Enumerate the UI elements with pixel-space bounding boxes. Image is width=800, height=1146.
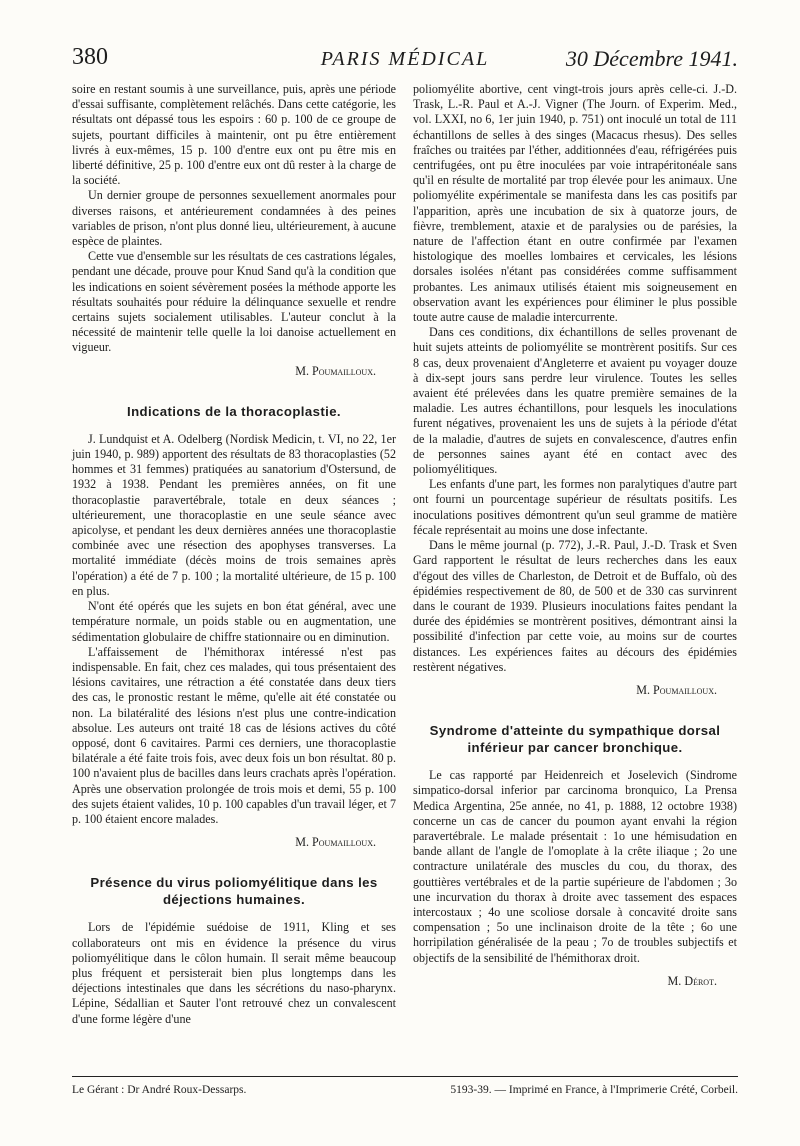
journal-title: PARIS MÉDICAL [320,48,490,70]
section-title: Syndrome d'atteinte du sympathique dorsal inférieur par cancer bronchique. [429,723,721,756]
paragraph: Les enfants d'une part, les formes non paralytiques d'autre part ont fourni un pourcentage supérieur de résultats positifs. Les inoculations positives démontrent qu'un seul gramme de matière fécale représentait au moins une dose infectante. [413,477,737,537]
issue-date: 30 Décembre 1941. [565,46,738,71]
page-number: 380 [72,44,108,70]
footer-divider [72,1076,738,1077]
author-signature: M. Poumailloux. [295,363,376,378]
paragraph: Dans ces conditions, dix échantillons de selles provenant de huit sujets atteints de poliomyélite se montrèrent positifs. Sur ces 8 cas, deux provenaient d'Angleterre et avaient pu voyager douze à dix-sept jours sans perdre leur virulence. Toutes les selles avaient été prélevées dans les quatre première semaines de la maladie. Les autres échantillons, pour lesquels les inoculations furent négatives, provenaient les uns de sujets à la période d'état de la maladie, d'autres de sujets en convalescence, d'autres enfin de personnes saines ayant été en contact avec des poliomyélitiques. [413,325,737,477]
paragraph: Le cas rapporté par Heidenreich et Joselevich (Sindrome simpatico-dorsal inferior par carcinoma bronquico, La Prensa Medica Argentina, 25e année, no 41, p. 1888, 12 octobre 1938) concerne un cas de cancer du poumon ayant envahi la région paravertébrale. Le malade présentait : 1o une hémisudation en bande allant de l'angle de l'omoplate à la crête iliaque ; 2o une contracture unilatérale des muscles du cou, du thorax, des gouttières vertébrales et de la partie supérieure de l'abdomen ; 3o une incurvation du thorax à droite avec tassement des espaces intercostaux ; 4o une scoliose dorsale à concavité droite sans compensation ; 5o une inclinaison droite de la tête ; 6o une horripilation généralisée de la peau ; 7o de troubles subjectifs et objectifs de la sensibilité de l'hémithorax droit. [413,768,737,965]
paragraph: Un dernier groupe de personnes sexuellement anormales pour diverses raisons, et antérieurement condamnées à des peines variables de prison, n'ont plus donné lieu, ultérieurement, à aucune espèce de plaintes. [72,188,396,249]
footer-printer: 5193-39. — Imprimé en France, à l'Imprimerie Crété, Corbeil. [450,1084,738,1096]
paragraph: soire en restant soumis à une surveillance, puis, après une période d'essai suffisante, complètement relâchés. Dans cette catégorie, les résultats ont dépassé tous les espoirs : 60 p. 100 de ce groupe de sujets, pourtant difficiles à maintenir, ont pu être entièrement livrés à eux-mêmes, 15 p. 100 d'entre eux ont pu être mis en liberté définitive, 25 p. 100 d'entre eux ont dû rester à la charge de la société. [72,82,396,188]
right-column [413,82,737,989]
author-signature: M. Dérot. [667,973,717,988]
paragraph: Dans le même journal (p. 772), J.-R. Paul, J.-D. Trask et Sven Gard rapportent le résultat de leurs recherches dans les eaux d'égout des villes de Charleston, de Detroit et de Buffalo, où des épidémies respectivement de 80, de 500 et de 330 cas survinrent dans le courant de 1939. Plusieurs inoculations faites pendant la durée des épidémies se montrèrent positives, démontrant ainsi la possibilité d'infection par cette voie, au moins sur de courtes distances. Les expériences faites au décours des épidémies restèrent négatives. [413,538,737,674]
paragraph: J. Lundquist et A. Odelberg (Nordisk Medicin, t. VI, no 22, 1er juin 1940, p. 989) apportent des résultats de 83 thoracoplasties (52 hommes et 31 femmes) pratiquées au sanatorium d'Ostersund, de 1932 à 1938. Pendant les premières années, on fit une thoracoplastie paravertébrale, totale en deux séances ; ultérieurement, une thoracoplastie en une seule séance avec apicolyse, et pendant les deux dernières années une thoracoplastie combinée avec une résection des apophyses transverses. La mortalité immédiate (décès moins de trois semaines après l'opération) a été de 7 p. 100 ; la mortalité ultérieure, de 15 p. 100 en plus. [72,431,396,598]
author-signature: M. Poumailloux. [636,682,717,697]
paragraph: Cette vue d'ensemble sur les résultats de ces castrations légales, pendant une décade, prouve pour Knud Sand qu'à la condition que les indications en soient sévèrement posées la méthode apporte les résultats souhaités pour réduire la délinquance sexuelle et rendre certains sujets socialement utilisables. L'auteur conclut à la nécessité de maintenir telle quelle la loi danoise actuellement en vigueur. [72,249,396,355]
page-header [72,44,738,84]
paragraph: N'ont été opérés que les sujets en bon état général, avec une température normale, un poids stable ou en augmentation, une sédimentation globulaire de chiffre stationnaire ou en diminution. [72,599,396,644]
paragraph: Lors de l'épidémie suédoise de 1911, Kling et ses collaborateurs ont mis en évidence la présence du virus poliomyélitique dans le côlon humain. Il serait même beaucoup plus fréquent et persisterait bien plus longtemps dans les déjections intestinales que dans les sécrétions du naso-pharynx. Lépine, Sédallian et Sauter l'ont retrouvé chez un convalescent d'une forme légère d'une [72,920,396,1026]
section-title: Présence du virus poliomyélitique dans les déjections humaines. [90,875,378,908]
left-column [72,82,396,1027]
section-title: Indications de la thoracoplastie. [127,403,341,419]
footer-manager: Le Gérant : Dr André Roux-Dessarps. [72,1084,247,1096]
paragraph: L'affaissement de l'hémithorax intéressé n'est pas indispensable. En fait, chez ces malades, qui tous présentaient des lésions cavitaires, une rétraction a été constatée dans deux tiers des cas, le pronostic restant le même, qu'elle ait été constatée ou non. La bilatéralité des lésions n'est plus une contre-indication absolue. Les auteurs ont traité 18 cas de lésions actives du côté opposé, dont 6 cavitaires. Parmi ces derniers, une thoracoplastie bilatérale a été faite trois fois, avec deux fois un bon résultat. 80 p. 100 n'avaient plus de bacilles dans leurs crachats après l'opération. Après une observation prolongée de trois mois et demi, 55 p. 100 des sujets étaient valides, 10 p. 100 capables d'un travail léger, et 7 p. 100 étaient encore malades. [72,644,396,826]
paragraph: poliomyélite abortive, cent vingt-trois jours après celle-ci. J.-D. Trask, L.-R. Paul et A.-J. Vigner (The Journ. of Experim. Med., vol. LXXI, no 6, 1er juin 1940, p. 751) ont inoculé un total de 111 échantillons de selles à des singes (Macacus rhesus). Des selles fraîches ou traitées par l'éther, additionnées d'eau, réfrigérées puis centrifugées, ont pu être inoculées par voie intrapéritonéale sans qu'il en résulte de mortalité par trop élevée pour les animaux. Une poliomyélite expérimentale se manifesta dans les cas positifs par l'apparition, après une incubation de six à quatorze jours, de fièvre, tremblement, ataxie et de paralysies ou de parésies, la nature de l'affection étant en outre confirmée par l'examen histologique des moelles lombaires et cervicales, les lésions dorsales isolées n'étant pas considérées comme suffisamment probantes. Les animaux utilisés étaient mis soigneusement en observation avant les expériences pour éliminer le plus possible toute autre cause de maladie intercurrente. [413,82,737,325]
author-signature: M. Poumailloux. [295,835,376,850]
